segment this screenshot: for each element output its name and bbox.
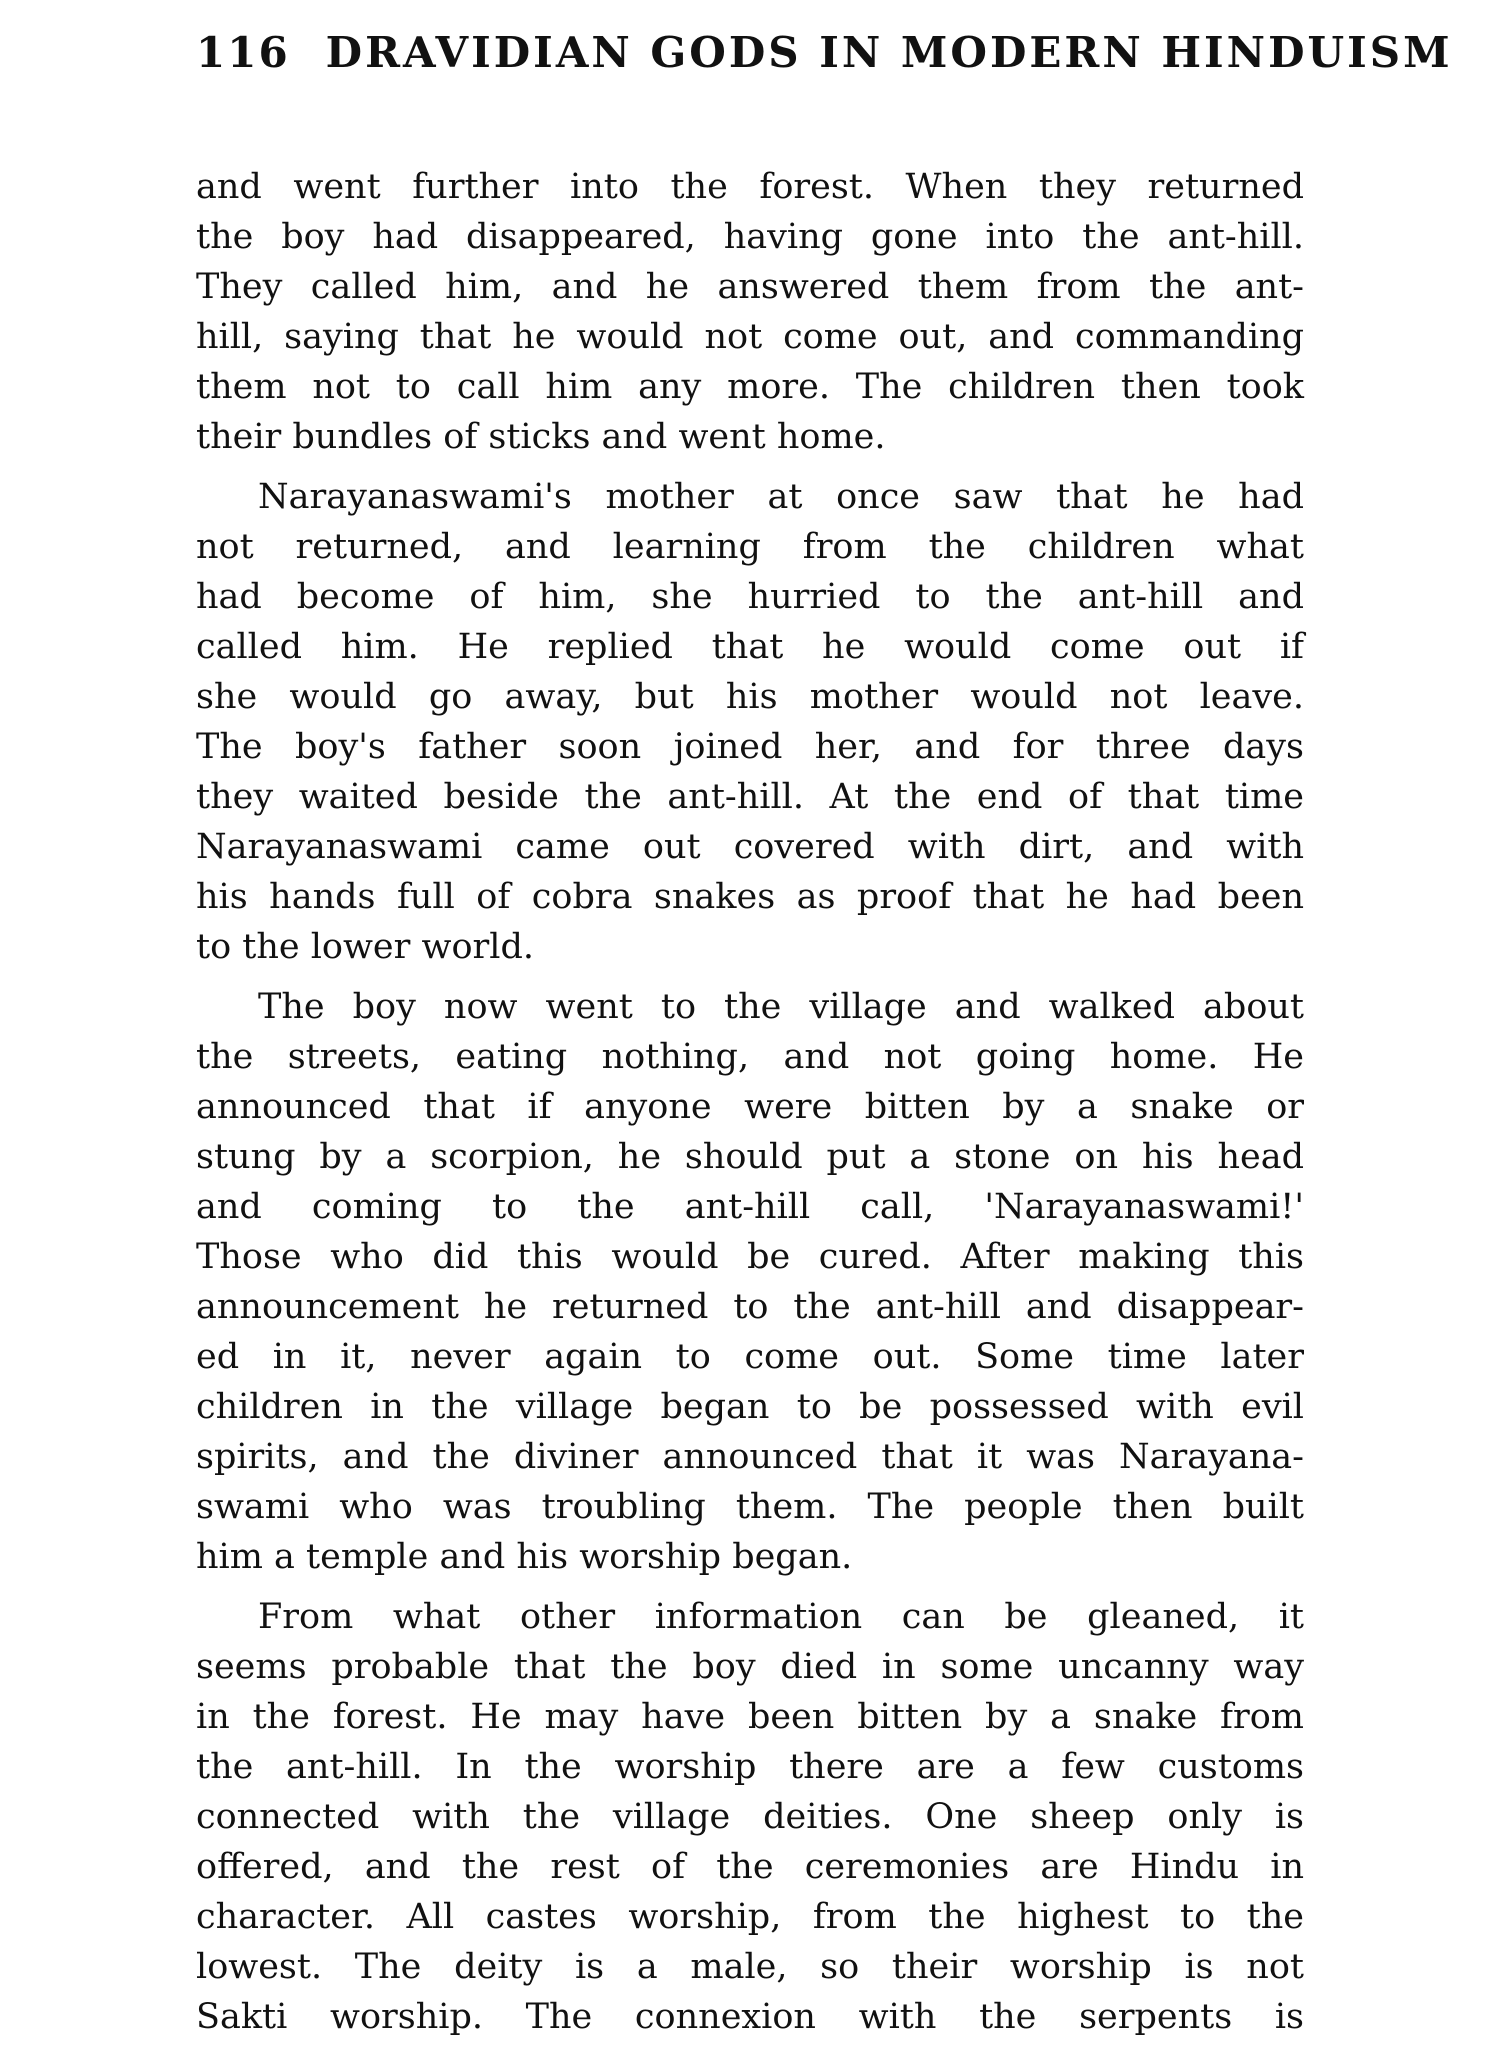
text-line: lowest. The deity is a male, so their worship is not [196, 1947, 1304, 1987]
text-line: she would go away, but his mother would not leave. [196, 677, 1304, 717]
text-line: announced that if anyone were bitten by a snake or [196, 1087, 1304, 1127]
text-line: called him. He replied that he would come out if [196, 627, 1304, 667]
text-line: offered, and the rest of the ceremonies are Hindu in [196, 1847, 1304, 1887]
text-line: character. All castes worship, from the highest to the [196, 1897, 1304, 1937]
text-line: spirits, and the diviner announced that it was Narayana- [196, 1437, 1304, 1477]
text-line: seems probable that the boy died in some uncanny way [196, 1647, 1304, 1687]
text-line: hill, saying that he would not come out, and commanding [196, 317, 1304, 357]
text-line: Narayanaswami's mother at once saw that he had [258, 477, 1304, 517]
text-line: him a temple and his worship began. [196, 1537, 853, 1577]
text-line: and went further into the forest. When they returned [196, 167, 1304, 207]
text-line: their bundles of sticks and went home. [196, 417, 886, 457]
text-line: the ant-hill. In the worship there are a few customs [196, 1747, 1304, 1787]
running-header [196, 28, 1453, 98]
text-line: ed in it, never again to come out. Some time later [196, 1337, 1304, 1377]
text-line: in the forest. He may have been bitten by a snake from [196, 1697, 1304, 1737]
text-line: and coming to the ant-hill call, 'Narayanaswami!' [196, 1187, 1304, 1227]
running-title: DRAVIDIAN GODS IN MODERN HINDUISM [325, 28, 1453, 77]
page-number: 116 [196, 28, 290, 77]
text-line: his hands full of cobra snakes as proof that he had been [196, 877, 1304, 917]
text-line: stung by a scorpion, he should put a stone on his head [196, 1137, 1304, 1177]
text-line: The boy's father soon joined her, and for three days [196, 727, 1304, 767]
paragraph-1 [196, 162, 1304, 462]
text-line: the streets, eating nothing, and not going home. He [196, 1037, 1304, 1077]
text-line: them not to call him any more. The children then took [196, 367, 1304, 407]
text-line: they waited beside the ant-hill. At the end of that time [196, 777, 1304, 817]
body-text [196, 162, 1304, 2042]
text-line: They called him, and he answered them from the ant- [196, 267, 1304, 307]
text-line: swami who was troubling them. The people then built [196, 1487, 1304, 1527]
paragraph-3 [196, 982, 1304, 1582]
text-line: announcement he returned to the ant-hill and disappear- [196, 1287, 1304, 1327]
text-line: From what other information can be gleaned, it [258, 1597, 1304, 1637]
paragraph-2 [196, 472, 1304, 972]
text-line: had become of him, she hurried to the ant-hill and [196, 577, 1304, 617]
text-line: the boy had disappeared, having gone into the ant-hill. [196, 217, 1304, 257]
text-line: Sakti worship. The connexion with the serpents is [196, 1997, 1304, 2037]
text-line: children in the village began to be possessed with evil [196, 1387, 1304, 1427]
text-line: The boy now went to the village and walked about [258, 987, 1304, 1027]
text-line: not returned, and learning from the children what [196, 527, 1304, 567]
text-line: to the lower world. [196, 927, 534, 967]
paragraph-4 [196, 1592, 1304, 2042]
text-line: connected with the village deities. One sheep only is [196, 1797, 1304, 1837]
book-page [196, 28, 1453, 2052]
text-line: Those who did this would be cured. After making this [196, 1237, 1304, 1277]
text-line: Narayanaswami came out covered with dirt, and with [196, 827, 1304, 867]
